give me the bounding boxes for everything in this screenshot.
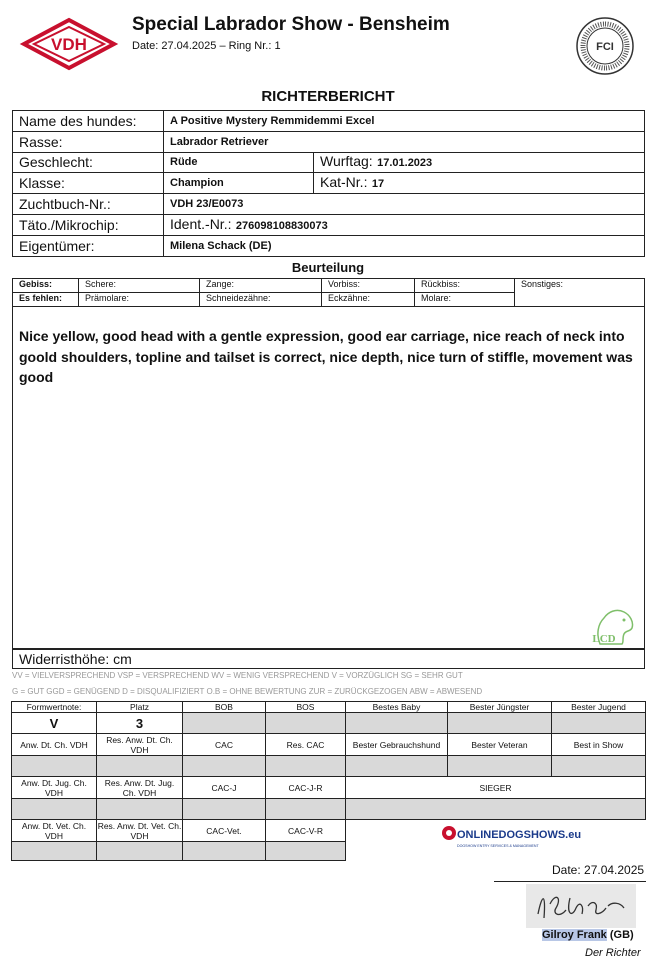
missing-premolars: Prämolare:	[79, 293, 200, 307]
title-res-anw-dt-vet-ch: Res. Anw. Dt. Vet. Ch. VDH	[97, 820, 182, 841]
name-label: Name des hundes:	[13, 111, 164, 132]
ident-label: Ident.-Nr.:	[170, 215, 232, 232]
owner-value: Milena Schack (DE)	[164, 235, 645, 256]
title-anw-dt-vet-ch: Anw. Dt. Vet. Ch. VDH	[12, 820, 97, 842]
info-row-owner	[13, 235, 645, 256]
header-platz: Platz	[97, 702, 183, 713]
breed-label: Rasse:	[13, 131, 164, 152]
missing-molars: Molare:	[415, 293, 515, 307]
grades-empty-row-1	[12, 756, 646, 777]
lcd-logo	[586, 604, 640, 646]
title-cac: CAC	[183, 734, 266, 756]
judge-role: Der Richter	[585, 947, 641, 959]
onlinedogshows-logo	[440, 821, 582, 851]
cat-no-cell	[314, 173, 645, 194]
title-cac-j-r: CAC-J-R	[266, 777, 346, 799]
info-row-breed	[13, 131, 645, 152]
info-row-chip	[13, 214, 645, 235]
ident-no: 276098108830073	[235, 219, 328, 232]
title-cac-v-r: CAC-V-R	[266, 820, 346, 842]
legend-line-1: VV = VIELVERSPRECHEND VSP = VERSPRECHEND WV = WENIG VERSPRECHEND V = VORZÜGLICH SG = SEHR GUT	[12, 671, 463, 680]
class-value: Champion	[164, 173, 314, 194]
footer-date: Date: 27.04.2025	[552, 863, 645, 877]
onlinedogshows-tagline: DOGSHOW ENTRY SERVICES & MANAGEMENT	[457, 844, 539, 848]
info-row-sex	[13, 152, 645, 173]
info-row-class	[13, 173, 645, 194]
judge-signature	[526, 884, 636, 928]
bite-label: Gebiss:	[13, 279, 79, 293]
formwert-value: V	[12, 713, 97, 734]
vdh-logo	[22, 18, 116, 70]
judge-name: Gilroy Frank	[542, 929, 607, 941]
title-anw-dt-jug-ch: Anw. Dt. Jug. Ch. VDH	[12, 777, 97, 799]
judge-country: (GB)	[609, 929, 634, 941]
ident-cell	[164, 214, 645, 235]
bite-table	[12, 278, 645, 307]
breed-value: Labrador Retriever	[164, 131, 645, 152]
title-cac-vet: CAC-Vet.	[183, 820, 266, 842]
show-title: Special Labrador Show - Bensheim	[132, 14, 450, 35]
class-label: Klasse:	[13, 173, 164, 194]
litter-label: Wurftag:	[320, 153, 373, 170]
info-row-name	[13, 111, 645, 132]
stud-label: Zuchtbuch-Nr.:	[13, 194, 164, 215]
grades-title-row-2	[12, 777, 646, 799]
evaluation-title: Beurteilung	[291, 260, 365, 275]
vdh-logo-text: VDH	[51, 35, 87, 54]
title-best-in-show: Best in Show	[552, 734, 646, 756]
missing-canines: Eckzähne:	[322, 293, 415, 307]
bite-row	[13, 279, 645, 293]
chip-label: Täto./Mikrochip:	[13, 214, 164, 235]
onlinedogshows-brand: ONLINEDOGSHOWS.eu	[457, 829, 582, 841]
info-row-stud	[13, 194, 645, 215]
litter-date-cell	[314, 152, 645, 173]
title-res-anw-dt-ch: Res. Anw. Dt. Ch. VDH	[97, 734, 183, 756]
bite-level: Zange:	[200, 279, 322, 293]
title-best-working: Bester Gebrauchshund	[346, 734, 448, 756]
grades-header-row	[12, 702, 646, 713]
litter-date: 17.01.2023	[377, 157, 433, 170]
header-formwert: Formwertnote:	[12, 702, 97, 713]
judge-name-line	[542, 929, 634, 941]
show-subtitle: Date: 27.04.2025 – Ring Nr.: 1	[132, 40, 281, 52]
signature-line	[494, 881, 646, 882]
owner-label: Eigentümer:	[13, 235, 164, 256]
grades-value-row	[12, 713, 646, 734]
fci-logo	[575, 16, 635, 76]
grades-title-row-1	[12, 734, 646, 756]
header-best-youngest: Bester Jüngster	[448, 702, 552, 713]
withers-height: Widerristhöhe: cm	[12, 649, 645, 669]
best-baby-value	[346, 713, 448, 734]
title-res-anw-dt-jug-ch: Res. Anw. Dt. Jug. Ch. VDH	[97, 777, 183, 799]
legend-line-2: G = GUT GGD = GENÜGEND D = DISQUALIFIZIERT O.B = OHNE BEWERTUNG ZUR = ZURÜCKGEZOGEN ABW = ABWESEND	[12, 687, 483, 696]
bob-value	[183, 713, 266, 734]
fci-logo-text: FCI	[596, 41, 614, 53]
report-title: RICHTERBERICHT	[261, 88, 395, 105]
header-bob: BOB	[183, 702, 266, 713]
missing-incisors: Schneidezähne:	[200, 293, 322, 307]
header-bos: BOS	[266, 702, 346, 713]
dog-info-table	[12, 110, 645, 257]
grades-empty-row-2	[12, 799, 646, 820]
best-youngest-value	[448, 713, 552, 734]
judge-comment: Nice yellow, good head with a gentle expression, good ear carriage, nice reach of neck into goold shoulders, topline and tailset is correct, nice depth, nice turn of stiffle, movement was good	[19, 328, 633, 385]
bite-other: Sonstiges:	[515, 279, 645, 307]
title-cac-j: CAC-J	[183, 777, 266, 799]
best-junior-value	[552, 713, 646, 734]
lcd-logo-text: LCD	[592, 633, 616, 645]
header-best-baby: Bestes Baby	[346, 702, 448, 713]
bos-value	[266, 713, 346, 734]
platz-value: 3	[97, 713, 183, 734]
title-anw-dt-ch: Anw. Dt. Ch. VDH	[12, 734, 97, 756]
bite-overshot: Vorbiss:	[322, 279, 415, 293]
title-sieger: SIEGER	[346, 777, 646, 799]
title-res-cac: Res. CAC	[266, 734, 346, 756]
sex-value: Rüde	[164, 152, 314, 173]
missing-label: Es fehlen:	[13, 293, 79, 307]
title-best-veteran: Bester Veteran	[448, 734, 552, 756]
sex-label: Geschlecht:	[13, 152, 164, 173]
cat-no: 17	[371, 178, 385, 191]
bite-scissor: Schere:	[79, 279, 200, 293]
bite-undershot: Rückbiss:	[415, 279, 515, 293]
cat-label: Kat-Nr.:	[320, 174, 368, 191]
stud-no: VDH 23/E0073	[164, 194, 645, 215]
dog-name: A Positive Mystery Remmidemmi Excel	[164, 111, 645, 132]
header-best-junior: Bester Jugend	[552, 702, 646, 713]
